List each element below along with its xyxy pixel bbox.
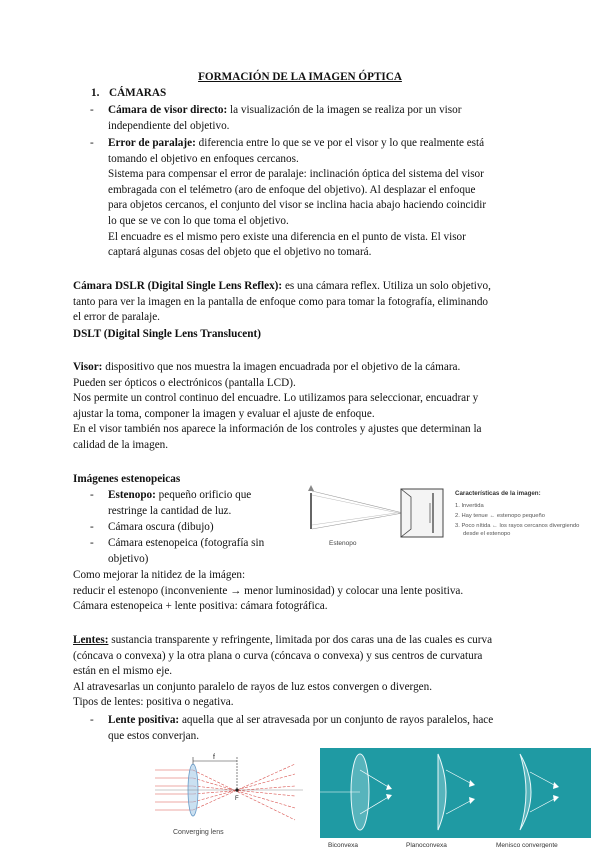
visor-directo-line2: independiente del objetivo.: [108, 119, 230, 132]
paralaje-line: Sistema para compensar el error de paralaje: inclinación óptica del sistema del visor: [108, 168, 484, 181]
paralaje-line: lo que se ve con lo que toma el objetivo.: [108, 214, 289, 227]
pinhole-caption-item: 2. Hay tenue ← estenopo pequeño: [455, 513, 545, 519]
lens-type-caption: Menisco convergente: [496, 842, 558, 848]
visor-directo-text: [108, 103, 461, 134]
page-title: FORMACIÓN DE LA IMAGEN ÓPTICA: [198, 71, 402, 83]
term-lente-positiva: Lente positiva:: [108, 714, 180, 726]
visor-line1: dispositivo que nos muestra la imagen encuadrada por el objetivo de la cámara.: [102, 361, 461, 373]
pinhole-camera-figure: [303, 483, 595, 547]
pinhole-caption-title: Características de la imagen:: [455, 490, 541, 497]
visor-line: calidad de la imagen.: [73, 438, 169, 451]
lente-positiva-text: [108, 713, 548, 744]
camara-estenopeica-text: [108, 536, 264, 567]
visor-line: En el visor también nos aparece la información de los controles y ajustes que determinan la: [73, 423, 482, 436]
lens-type-caption: Planoconvexa: [406, 842, 447, 848]
nitidez-paragraph: [73, 568, 553, 615]
paralaje-text: [108, 136, 548, 261]
lentes-line: Tipos de lentes: positiva o negativa.: [73, 696, 234, 709]
paralaje-line1: diferencia entre lo que se ve por el visor y lo que realmente está: [195, 137, 485, 149]
dslr-paragraph: [73, 279, 553, 326]
term-lentes: Lentes:: [73, 634, 109, 646]
visor-line: ajustar la toma, componer la imagen y evaluar el ajuste de enfoque.: [73, 407, 375, 420]
candle-object-icon: [308, 485, 314, 529]
nitidez-line: reducir el estenopo (inconveniente → menor luminosidad) y colocar una lente positiva.: [73, 584, 464, 597]
camara-estenopeica-line2: objetivo): [108, 552, 149, 565]
term-visor-directo: Cámara de visor directo:: [108, 104, 228, 116]
section-title: CÁMARAS: [109, 87, 167, 99]
term-paralaje: Error de paralaje:: [108, 137, 196, 149]
lentes-paragraph: [73, 633, 553, 711]
focal-length-label: f: [213, 754, 215, 761]
visor-paragraph: [73, 360, 553, 454]
lentes-line: Al atravesarlas un conjunto paralelo de rayos de luz estos convergen o divergen.: [73, 680, 433, 693]
dslr-line1: es una cámara reflex. Utiliza un solo objetivo,: [282, 280, 491, 292]
lente-positiva-line2: que estos converjan.: [108, 729, 200, 742]
dslr-line2: tanto para ver la imagen en la pantalla de enfoque como para tomar la fotografía, eliminando: [73, 295, 489, 308]
estenopo-line2: restringe la cantidad de luz.: [108, 504, 232, 517]
nitidez-line: Cámara estenopeica + lente positiva: cámara fotográfica.: [73, 600, 328, 613]
lentes-line1: sustancia transparente y refringente, limitada por dos caras una de las cuales es curva: [108, 634, 493, 646]
paralaje-line: captará algunas cosas del objeto que el objetivo no tomará.: [108, 246, 372, 259]
converging-lens-caption: Converging lens: [173, 829, 224, 836]
term-estenopo: Estenopo:: [108, 489, 156, 501]
nitidez-line: Como mejorar la nitidez de la imágen:: [73, 569, 246, 581]
visor-directo-line1: la visualización de la imagen se realiza por un visor: [227, 104, 462, 116]
pinhole-label: Estenopo: [329, 540, 357, 547]
dslt-heading: [73, 327, 533, 343]
section-heading-camaras: [91, 86, 166, 102]
lentes-line: (cóncava o convexa) y la otra plana o curva (cóncava o convexa) y sus centros de curvatura: [73, 649, 483, 662]
visor-line: Pueden ser ópticos o electrónicos (pantalla LCD).: [73, 376, 296, 389]
estenopo-text: [108, 488, 251, 519]
visor-line: Nos permite un control continuo del encuadre. Lo utilizamos para seleccionar, encuadrar y: [73, 392, 479, 405]
pinhole-caption-item: desde el estenopo: [463, 531, 511, 537]
lentes-line: están en el mismo eje.: [73, 665, 173, 678]
converging-rays: [193, 764, 295, 820]
converging-lens-figure: [155, 752, 305, 838]
term-visor: Visor:: [73, 361, 103, 373]
bullet-dash: -: [90, 521, 94, 533]
camera-box: [401, 489, 443, 537]
bullet-dash: -: [90, 104, 94, 116]
estenopo-line1: pequeño orificio que: [155, 489, 252, 501]
pinhole-caption-item: 3. Poco nítida ← los rayos cercanos divergiendo: [455, 523, 580, 529]
lens-types-figure: [320, 748, 591, 848]
paralaje-line: El encuadre es el mismo pero existe una diferencia en el punto de vista. El visor: [108, 230, 466, 243]
bullet-dash: -: [90, 137, 94, 149]
paralaje-line: embragada con el telémetro (aro de enfoque del objetivo). Al desplazar el enfoque: [108, 183, 476, 196]
term-estenopeicas: Imágenes estenopeicas: [73, 473, 181, 485]
focal-point-label: F: [235, 796, 239, 802]
dslr-line3: el error de paralaje.: [73, 311, 160, 324]
bullet-dash: -: [90, 489, 94, 501]
camara-oscura-text: Cámara oscura (dibujo): [108, 521, 214, 533]
pinhole-caption-item: 1. Invertida: [455, 503, 484, 509]
section-number: 1.: [91, 87, 100, 99]
bullet-dash: -: [90, 537, 94, 549]
camara-estenopeica-line1: Cámara estenopeica (fotografía sin: [108, 537, 265, 549]
term-dslr: Cámara DSLR (Digital Single Lens Reflex):: [73, 280, 283, 292]
focal-point: [235, 788, 238, 791]
term-dslt: DSLT (Digital Single Lens Translucent): [73, 328, 261, 340]
paralaje-line: para objetos cercanos, el conjunto del visor se inclina hacia abajo haciendo coincidir: [108, 199, 487, 212]
lente-positiva-line1: aquella que al ser atravesada por un conjunto de rayos paralelos, hace: [179, 714, 494, 726]
lens-type-caption: Biconvexa: [328, 842, 358, 848]
paralaje-line: tomando el objetivo en enfoques cercanos.: [108, 152, 299, 165]
bullet-dash: -: [90, 714, 94, 726]
